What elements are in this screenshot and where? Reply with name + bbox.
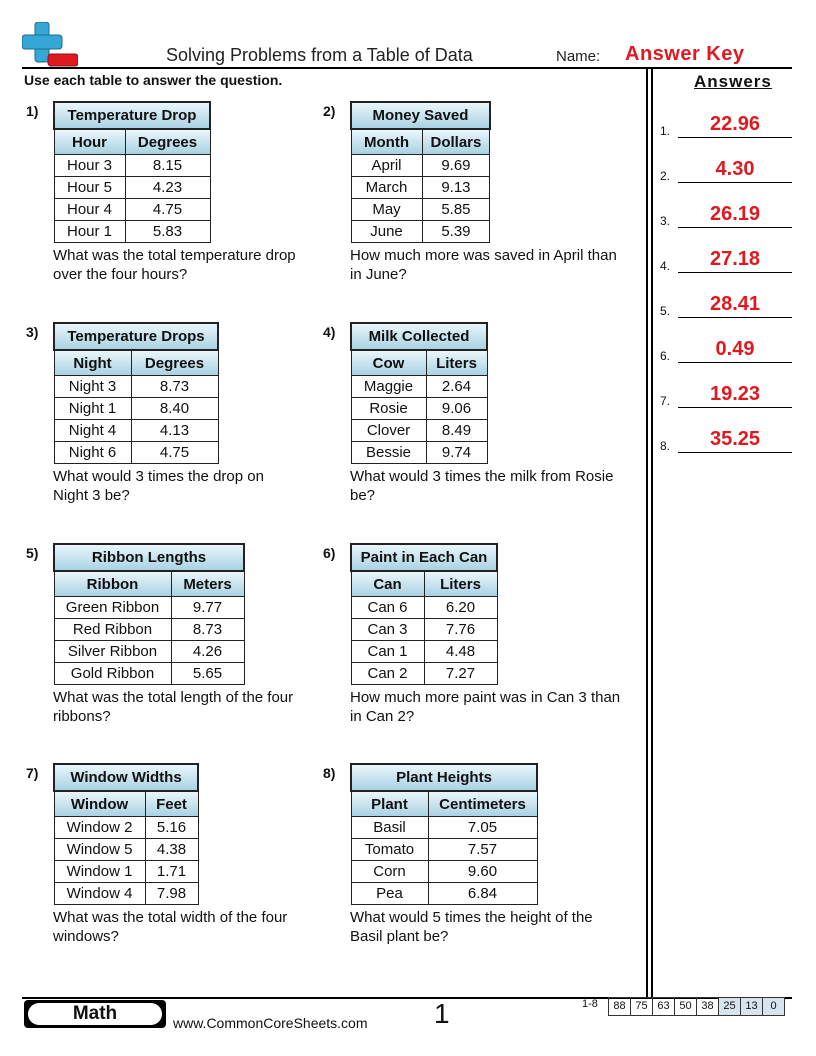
problem-1	[26, 101, 343, 284]
data-table	[53, 101, 211, 243]
table-cell: Bessie	[351, 442, 426, 464]
table-title: Temperature Drop	[54, 102, 210, 129]
table-cell: Silver Ribbon	[54, 641, 171, 663]
table-cell: Night 1	[54, 398, 131, 420]
table-cell: Hour 3	[54, 155, 125, 177]
column-header: Feet	[145, 791, 198, 817]
table-cell: 4.13	[131, 420, 218, 442]
question-line: over the four hours?	[53, 266, 188, 283]
table-cell: Rosie	[351, 398, 426, 420]
answer-number: 4.	[660, 259, 671, 273]
table-row	[351, 641, 497, 663]
table-row	[351, 221, 490, 243]
table-row	[351, 597, 497, 619]
answer-column-divider	[651, 68, 653, 998]
table-cell: 8.49	[426, 420, 487, 442]
table-row	[351, 177, 490, 199]
answer-value: 35.25	[709, 428, 761, 450]
table-title: Plant Heights	[351, 764, 537, 791]
table-cell: Clover	[351, 420, 426, 442]
answer-line	[678, 182, 792, 183]
data-table	[53, 543, 245, 685]
table-row	[351, 376, 487, 398]
table-cell: Green Ribbon	[54, 597, 171, 619]
table-cell: March	[351, 177, 422, 199]
table-cell: 9.60	[428, 861, 537, 883]
table-cell: 4.75	[125, 199, 210, 221]
column-header: Centimeters	[428, 791, 537, 817]
table-cell: Can 2	[351, 663, 424, 685]
table-row	[54, 883, 198, 905]
table-cell: May	[351, 199, 422, 221]
column-header: Plant	[351, 791, 428, 817]
data-table	[350, 763, 538, 905]
question-text	[53, 688, 343, 726]
question-line: Basil plant be?	[350, 928, 449, 945]
table-cell: Red Ribbon	[54, 619, 171, 641]
column-header: Liters	[426, 350, 487, 376]
table-cell: Hour 4	[54, 199, 125, 221]
table-cell: 7.05	[428, 817, 537, 839]
table-row	[54, 398, 218, 420]
data-table	[53, 763, 199, 905]
problem-number: 3)	[26, 324, 39, 340]
table-row	[351, 155, 490, 177]
table-row	[54, 376, 218, 398]
table-cell: 5.39	[422, 221, 490, 243]
answer-number: 7.	[660, 394, 671, 408]
score-cell: 25	[718, 997, 741, 1016]
question-line: How much more was saved in April than	[350, 247, 617, 264]
worksheet-title: Solving Problems from a Table of Data	[166, 45, 473, 65]
question-text	[350, 688, 640, 726]
answer-line	[678, 407, 792, 408]
table-row	[54, 839, 198, 861]
question-text	[350, 467, 640, 505]
answer-number: 3.	[660, 214, 671, 228]
table-row	[54, 597, 244, 619]
score-cell: 75	[630, 997, 653, 1016]
table-row	[54, 641, 244, 663]
answer-row	[660, 380, 792, 408]
table-row	[351, 883, 537, 905]
answer-value: 27.18	[709, 248, 761, 270]
question-line: in June?	[350, 266, 407, 283]
table-cell: 9.69	[422, 155, 490, 177]
table-cell: Pea	[351, 883, 428, 905]
column-header: Window	[54, 791, 145, 817]
table-cell: Window 4	[54, 883, 145, 905]
table-row	[54, 177, 210, 199]
table-cell: Hour 1	[54, 221, 125, 243]
question-line: What was the total temperature drop	[53, 247, 296, 264]
answer-row	[660, 245, 792, 273]
table-cell: 4.23	[125, 177, 210, 199]
table-cell: 8.73	[131, 376, 218, 398]
score-cell: 38	[696, 997, 719, 1016]
table-cell: 9.06	[426, 398, 487, 420]
problem-5	[26, 543, 343, 726]
table-cell: April	[351, 155, 422, 177]
table-cell: Hour 5	[54, 177, 125, 199]
problem-number: 8)	[323, 765, 336, 781]
question-line: be?	[350, 487, 376, 504]
problem-2	[323, 101, 640, 284]
table-cell: 7.27	[424, 663, 497, 685]
problem-number: 7)	[26, 765, 39, 781]
table-cell: 9.74	[426, 442, 487, 464]
table-cell: Night 3	[54, 376, 131, 398]
table-cell: 8.73	[171, 619, 244, 641]
table-cell: 6.84	[428, 883, 537, 905]
problem-number: 6)	[323, 545, 336, 561]
table-title: Window Widths	[54, 764, 198, 791]
column-header: Hour	[54, 129, 125, 155]
answer-number: 5.	[660, 304, 671, 318]
question-line: ribbons?	[53, 708, 111, 725]
question-text	[350, 246, 640, 284]
answer-key-label: Answer Key	[625, 43, 745, 65]
table-row	[54, 155, 210, 177]
table-title: Temperature Drops	[54, 323, 218, 350]
table-cell: 7.98	[145, 883, 198, 905]
data-table	[350, 322, 488, 464]
table-row	[54, 442, 218, 464]
table-row	[351, 619, 497, 641]
score-cell: 50	[674, 997, 697, 1016]
table-cell: 4.75	[131, 442, 218, 464]
problem-6	[323, 543, 640, 726]
answer-value: 19.23	[709, 383, 761, 405]
table-cell: Window 5	[54, 839, 145, 861]
answer-row	[660, 110, 792, 138]
data-table	[350, 101, 491, 243]
table-cell: 9.77	[171, 597, 244, 619]
table-title: Milk Collected	[351, 323, 487, 350]
table-row	[351, 398, 487, 420]
data-table	[53, 322, 219, 464]
answer-line	[678, 272, 792, 273]
column-header: Cow	[351, 350, 426, 376]
header-divider	[22, 67, 792, 69]
question-text	[350, 908, 640, 946]
name-label: Name:	[556, 48, 601, 65]
column-header: Meters	[171, 571, 244, 597]
table-cell: 5.65	[171, 663, 244, 685]
table-cell: 7.57	[428, 839, 537, 861]
question-line: in Can 2?	[350, 708, 415, 725]
table-title: Ribbon Lengths	[54, 544, 244, 571]
answer-value: 0.49	[715, 338, 755, 360]
table-cell: June	[351, 221, 422, 243]
table-cell: 4.48	[424, 641, 497, 663]
answer-value: 26.19	[709, 203, 761, 225]
column-header: Degrees	[131, 350, 218, 376]
answers-header: Answers	[694, 72, 772, 91]
table-cell: Corn	[351, 861, 428, 883]
table-cell: 8.40	[131, 398, 218, 420]
table-row	[351, 839, 537, 861]
table-row	[351, 442, 487, 464]
question-line: Night 3 be?	[53, 487, 130, 504]
answer-value: 4.30	[715, 158, 755, 180]
problem-range: 1-8	[582, 998, 598, 1010]
problem-number: 1)	[26, 103, 39, 119]
table-cell: Can 6	[351, 597, 424, 619]
question-line: What was the total length of the four	[53, 689, 294, 706]
score-cell: 88	[608, 997, 631, 1016]
score-cell: 13	[740, 997, 763, 1016]
question-line: What would 3 times the drop on	[53, 468, 264, 485]
table-cell: Basil	[351, 817, 428, 839]
column-header: Liters	[424, 571, 497, 597]
table-cell: 4.38	[145, 839, 198, 861]
score-table	[609, 997, 785, 1016]
table-cell: 4.26	[171, 641, 244, 663]
table-row	[351, 420, 487, 442]
question-text	[53, 908, 343, 946]
table-cell: Window 2	[54, 817, 145, 839]
table-cell: 5.16	[145, 817, 198, 839]
score-cell: 0	[762, 997, 785, 1016]
problem-number: 2)	[323, 103, 336, 119]
subject-label: Math	[28, 1003, 162, 1025]
problem-number: 5)	[26, 545, 39, 561]
table-row	[54, 663, 244, 685]
website-link[interactable]: www.CommonCoreSheets.com	[173, 1015, 368, 1031]
column-header: Month	[351, 129, 422, 155]
table-row	[54, 420, 218, 442]
problem-3	[26, 322, 343, 505]
problem-7	[26, 763, 343, 946]
answer-row	[660, 290, 792, 318]
answer-row	[660, 200, 792, 228]
table-cell: 1.71	[145, 861, 198, 883]
answer-number: 1.	[660, 124, 671, 138]
question-line: windows?	[53, 928, 119, 945]
problem-4	[323, 322, 640, 505]
answer-line	[678, 227, 792, 228]
table-row	[351, 861, 537, 883]
table-cell: Can 3	[351, 619, 424, 641]
question-line: What was the total width of the four	[53, 909, 288, 926]
score-cell: 63	[652, 997, 675, 1016]
column-header: Night	[54, 350, 131, 376]
table-cell: 6.20	[424, 597, 497, 619]
table-row	[351, 663, 497, 685]
instructions: Use each table to answer the question.	[24, 72, 283, 88]
column-header: Ribbon	[54, 571, 171, 597]
subject-badge	[24, 1000, 166, 1028]
problem-number: 4)	[323, 324, 336, 340]
table-cell: 9.13	[422, 177, 490, 199]
question-line: What would 5 times the height of the	[350, 909, 593, 926]
column-header: Dollars	[422, 129, 490, 155]
table-row	[54, 861, 198, 883]
table-cell: Night 6	[54, 442, 131, 464]
table-cell: Night 4	[54, 420, 131, 442]
plus-minus-logo-icon	[22, 22, 78, 68]
answer-row	[660, 155, 792, 183]
table-title: Money Saved	[351, 102, 490, 129]
table-cell: 8.15	[125, 155, 210, 177]
table-row	[54, 619, 244, 641]
table-cell: Maggie	[351, 376, 426, 398]
answer-row	[660, 425, 792, 453]
answer-line	[678, 362, 792, 363]
answer-column-divider	[646, 68, 648, 998]
page-number: 1	[434, 998, 450, 1029]
problem-8	[323, 763, 640, 946]
table-cell: 5.83	[125, 221, 210, 243]
table-cell: 2.64	[426, 376, 487, 398]
data-table	[350, 543, 498, 685]
table-cell: 7.76	[424, 619, 497, 641]
column-header: Degrees	[125, 129, 210, 155]
table-row	[54, 221, 210, 243]
table-cell: 5.85	[422, 199, 490, 221]
answer-line	[678, 317, 792, 318]
question-line: What would 3 times the milk from Rosie	[350, 468, 614, 485]
table-title: Paint in Each Can	[351, 544, 497, 571]
table-cell: Window 1	[54, 861, 145, 883]
column-header: Can	[351, 571, 424, 597]
table-row	[351, 817, 537, 839]
question-text	[53, 246, 343, 284]
table-cell: Tomato	[351, 839, 428, 861]
table-cell: Gold Ribbon	[54, 663, 171, 685]
table-row	[54, 199, 210, 221]
question-text	[53, 467, 343, 505]
answer-line	[678, 137, 792, 138]
answer-value: 22.96	[709, 113, 761, 135]
answer-number: 2.	[660, 169, 671, 183]
table-row	[351, 199, 490, 221]
answer-number: 8.	[660, 439, 671, 453]
question-line: How much more paint was in Can 3 than	[350, 689, 621, 706]
answer-value: 28.41	[709, 293, 761, 315]
table-row	[54, 817, 198, 839]
answer-line	[678, 452, 792, 453]
table-cell: Can 1	[351, 641, 424, 663]
answer-number: 6.	[660, 349, 671, 363]
answer-row	[660, 335, 792, 363]
